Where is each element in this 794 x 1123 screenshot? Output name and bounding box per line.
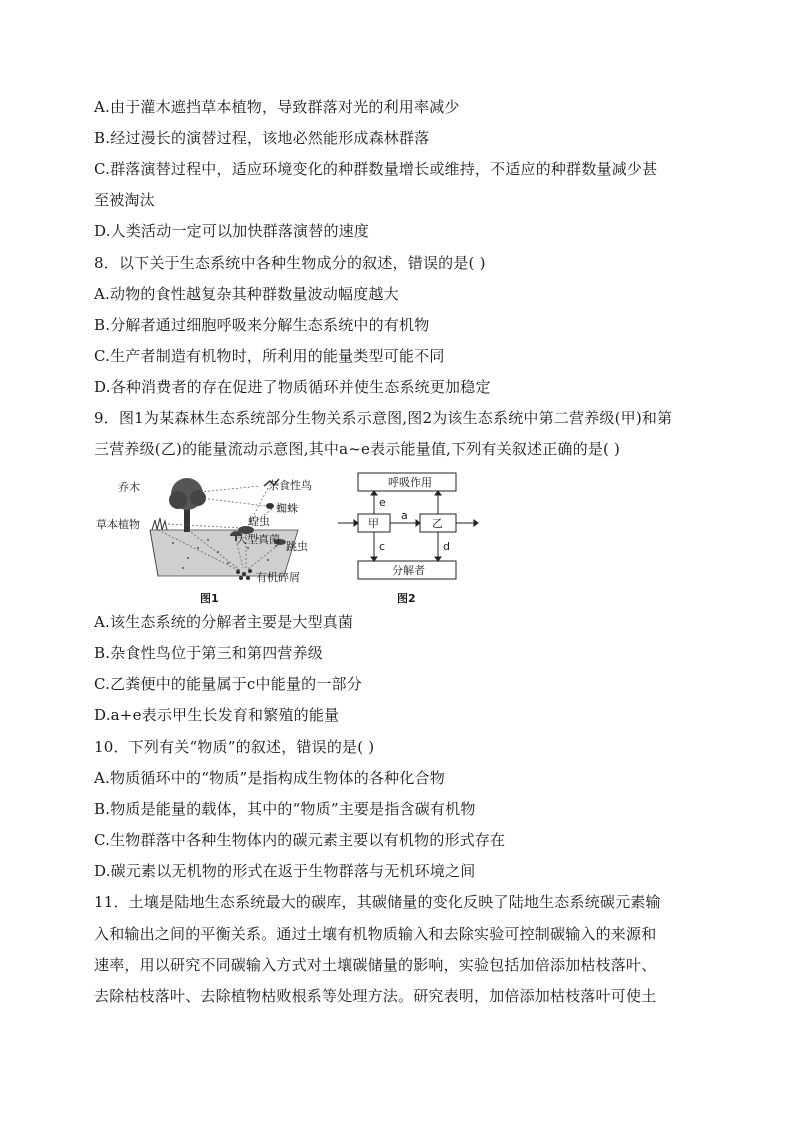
letter-c: c [379,540,386,553]
label-yi: 乙 [432,517,443,530]
q7-option-c-continued: 至被淘汰 [94,191,155,209]
q7-option-a: A.由于灌木遮挡草本植物，导致群落对光的利用率减少 [94,98,460,116]
label-locust: 蝗虫 [248,515,270,528]
q10-option-b: B.物质是能量的载体，其中的“物质”主要是指含碳有机物 [94,800,476,818]
q9-stem-line1: 9．图1为某森林生态系统部分生物关系示意图,图2为该生态系统中第二营养级(甲)和第 [94,409,673,427]
letter-a: a [401,509,408,522]
q9-figures [88,468,508,608]
q11-line-2: 入和输出之间的平衡关系。通过土壤有机物质输入和去除实验可控制碳输入的来源和 [94,925,657,943]
letter-e: e [379,496,386,509]
q9-option-c: C.乙粪便中的能量属于c中能量的一部分 [94,675,362,693]
label-debris: 有机碎屑 [256,571,300,584]
label-tree: 乔木 [118,481,140,494]
q8-option-a: A.动物的食性越复杂其种群数量波动幅度越大 [94,285,399,303]
q11-line-4: 去除枯枝落叶、去除植物枯败根系等处理方法。研究表明，加倍添加枯枝落叶可使土 [94,987,657,1005]
q10-stem: 10．下列有关“物质”的叙述，错误的是( ) [94,738,375,756]
q8-stem: 8．以下关于生态系统中各种生物成分的叙述，错误的是( ) [94,254,486,272]
q8-option-c: C.生产者制造有机物时，所利用的能量类型可能不同 [94,347,445,365]
grass [152,518,167,530]
label-respiration: 呼吸作用 [388,476,432,489]
q11-line-3: 速率，用以研究不同碳输入方式对土壤碳储量的影响，实验包括加倍添加枯枝落叶、 [94,956,657,974]
q10-option-d: D.碳元素以无机物的形式在返于生物群落与无机环境之间 [94,862,476,880]
q9-option-b: B.杂食性鸟位于第三和第四营养级 [94,644,323,662]
q8-option-d: D.各种消费者的存在促进了物质循环并使生态系统更加稳定 [94,378,491,396]
caption-figure-2: 图2 [397,592,416,605]
label-grass: 草本植物 [96,518,140,531]
label-jia: 甲 [368,517,379,530]
caption-figure-1: 图1 [200,592,219,605]
label-springtail: 跳虫 [286,540,308,553]
q7-option-c: C.群落演替过程中，适应环境变化的种群数量增长或维持，不适应的种群数量减少甚 [94,160,658,178]
label-fungi: 大型真菌 [236,533,280,546]
q10-option-a: A.物质循环中的“物质”是指构成生物体的各种化合物 [94,769,445,787]
label-spider: 蜘蛛 [276,502,298,515]
q9-stem-line2: 三营养级(乙)的能量流动示意图,其中a~e表示能量值,下列有关叙述正确的是( ) [94,440,621,458]
q7-option-d: D.人类活动一定可以加快群落演替的速度 [94,222,370,240]
label-decomposer: 分解者 [392,564,425,577]
q9-option-a: A.该生态系统的分解者主要是大型真菌 [94,613,354,631]
q9-figure-svg [88,468,508,608]
letter-d: d [443,540,450,553]
spider-shape [266,503,274,509]
q11-line-1: 11．土壤是陆地生态系统最大的碳库，其碳储量的变化反映了陆地生态系统碳元素输 [94,893,661,911]
figure-1 [96,478,312,605]
label-bird: 杂食性鸟 [268,479,312,492]
q9-option-d: D.a+e表示甲生长发育和繁殖的能量 [94,706,340,724]
q10-option-c: C.生物群落中各种生物体内的碳元素主要以有机物的形式存在 [94,831,506,849]
q8-option-b: B.分解者通过细胞呼吸来分解生态系统中的有机物 [94,316,430,334]
q7-option-b: B.经过漫长的演替过程，该地必然能形成森林群落 [94,129,430,147]
